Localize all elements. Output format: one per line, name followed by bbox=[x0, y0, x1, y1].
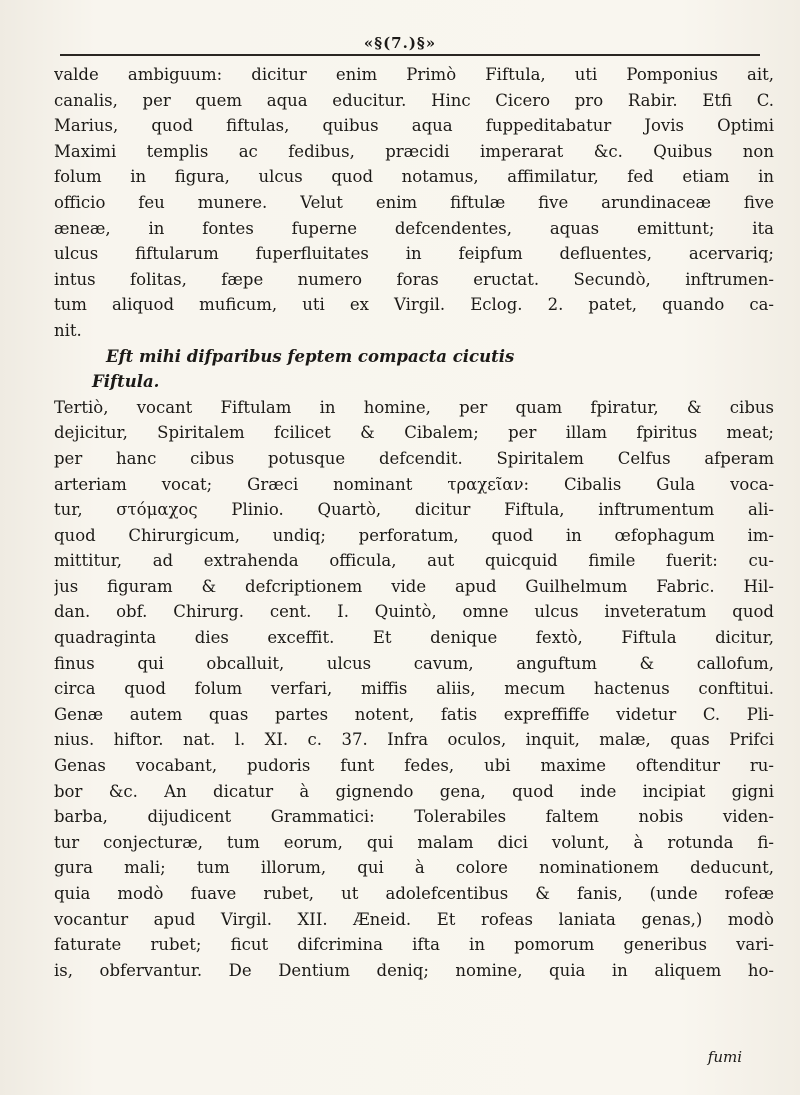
text-line: is, obfervantur. De Dentium deniq; nomine, quia in aliquem ho- bbox=[54, 960, 774, 980]
text-line: gura mali; tum illorum, qui à colore nominationem deducunt, bbox=[54, 858, 774, 878]
page-header: «§(7.)§» bbox=[363, 34, 437, 52]
text-line: barba, dijudicent Grammatici: Tolerabiles faltem nobis viden- bbox=[54, 807, 774, 827]
text-line: tur conjecturæ, tum eorum, qui malam dici volunt, à rotunda fi- bbox=[54, 832, 774, 852]
text-line: per hanc cibus potusque defcendit. Spiritalem Celfus afperam bbox=[54, 448, 774, 468]
text-line: Maximi templis ac fedibus, præcidi imperarat &c. Quibus non bbox=[54, 141, 774, 161]
text-line: Genæ autem quas partes notent, fatis expreffiffe videtur C. Pli- bbox=[54, 704, 774, 724]
text-line: officio feu munere. Velut enim fiftulæ five arundinaceæ five bbox=[54, 192, 774, 212]
text-line: nit. bbox=[54, 320, 82, 340]
text-line: dejicitur, Spiritalem fcilicet & Cibalem; per illam fpiritus meat; bbox=[54, 423, 774, 443]
catchword: fumi bbox=[707, 1048, 742, 1066]
text-line: quadraginta dies exceffit. Et denique fextò, Fiftula dicitur, bbox=[54, 628, 774, 648]
text-line: circa quod folum verfari, miffis aliis, mecum hactenus conftitui. bbox=[54, 679, 774, 699]
text-line: Tertiò, vocant Fiftulam in homine, per quam fpiratur, & cibus bbox=[54, 397, 774, 417]
verse-line: Fiftula. bbox=[92, 372, 160, 392]
text-line: valde ambiguum: dicitur enim Primò Fiftula, uti Pomponius ait, bbox=[54, 65, 774, 84]
text-line: vocantur apud Virgil. XII. Æneid. Et rofeas laniata genas,) modò bbox=[54, 909, 774, 929]
text-line: Genas vocabant, pudoris funt fedes, ubi maxime oftenditur ru- bbox=[54, 756, 774, 776]
text-line: mittitur, ad extrahenda officula, aut quicquid fimile fuerit: cu- bbox=[54, 551, 774, 571]
text-line: jus figuram & defcriptionem vide apud Guilhelmum Fabric. Hil- bbox=[54, 576, 774, 596]
text-line: intus folitas, fæpe numero foras eructat. Secundò, inftrumen- bbox=[54, 269, 774, 289]
text-line: arteriam vocat; Græci nominant τραχεῖαν: Cibalis Gula voca- bbox=[54, 474, 774, 494]
text-line: faturate rubet; ficut difcrimina ifta in pomorum generibus vari- bbox=[54, 935, 774, 955]
header-rule bbox=[60, 54, 760, 56]
text-line: dan. obf. Chirurg. cent. I. Quintò, omne ulcus inveteratum quod bbox=[54, 602, 774, 622]
text-line: æneæ, in fontes fuperne defcendentes, aquas emittunt; ita bbox=[54, 218, 774, 238]
text-line: nius. hiftor. nat. l. XI. c. 37. Infra oculos, inquit, malæ, quas Prifci bbox=[54, 730, 774, 750]
text-line: finus qui obcalluit, ulcus cavum, anguftum & callofum, bbox=[54, 653, 774, 673]
text-line: tur, στόμαχος Plinio. Quartò, dicitur Fiftula, inftrumentum ali- bbox=[54, 500, 774, 520]
text-line: folum in figura, ulcus quod notamus, affimilatur, fed etiam in bbox=[54, 167, 774, 187]
text-line: quia modò fuave rubet, ut adolefcentibus & fanis, (unde rofeæ bbox=[54, 884, 774, 903]
text-line: bor &c. An dicatur à gignendo gena, quod inde incipiat gigni bbox=[54, 781, 774, 801]
text-line: ulcus fiftularum fuperfluitates in feipfum defluentes, acervariq; bbox=[54, 244, 774, 264]
text-line: quod Chirurgicum, undiq; perforatum, quod in œfophagum im- bbox=[54, 525, 774, 545]
text-line: tum aliquod muficum, uti ex Virgil. Eclog. 2. patet, quando ca- bbox=[54, 295, 774, 315]
text-line: canalis, per quem aqua educitur. Hinc Cicero pro Rabir. Etfi C. bbox=[54, 90, 774, 110]
body-text bbox=[54, 62, 774, 983]
text-line: Marius, quod fiftulas, quibus aqua fuppeditabatur Jovis Optimi bbox=[54, 116, 774, 136]
verse-line: Eft mihi difparibus feptem compacta cicutis bbox=[106, 346, 515, 366]
